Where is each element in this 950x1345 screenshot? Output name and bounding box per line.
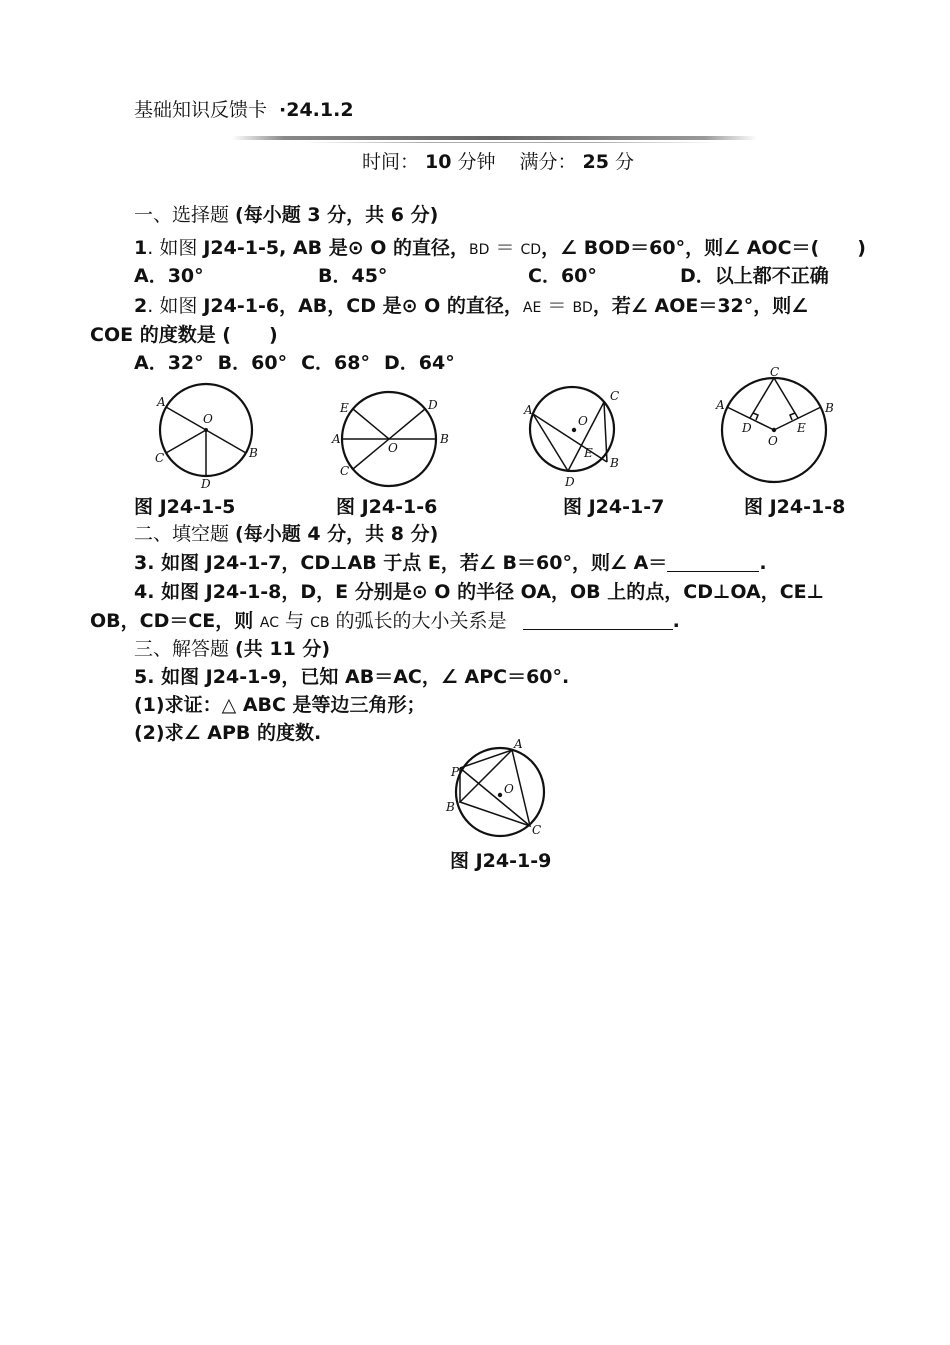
card-title: 基础知识反馈卡 ·24.1.2 [134,99,354,121]
chord-ab [533,414,607,462]
q1-option-c: C．60° [528,265,597,287]
caption-j24-1-8: 图 J24-1-8 [744,496,846,518]
q1-option-b: B．45° [318,265,388,287]
radius-oc [166,430,206,453]
label-c: C [340,464,350,478]
label-o: O [578,414,588,428]
label-a: A [524,403,533,417]
label-o: O [504,782,514,796]
chord-ad [533,414,568,471]
label-d: D [565,475,575,489]
arc-cd: CD [520,242,542,258]
q1-option-a: A．30° [134,265,204,287]
arc-cb: CB [310,615,330,631]
label-d: D [201,477,211,491]
q2-options: A．32° B．60° C．68° D．64° [134,352,455,374]
figure-j24-1-5 [155,384,258,491]
label-c: C [532,823,542,837]
caption-j24-1-9: 图 J24-1-9 [450,850,552,872]
figures-row [0,362,950,492]
label-e: E [340,401,349,415]
caption-j24-1-6: 图 J24-1-6 [336,496,438,518]
q4-stem: 4. 如图 J24-1-8，D，E 分别是⊙ O 的半径 OA，OB 上的点，CD⊥OA，CE⊥ [134,581,824,603]
center-point [498,793,502,797]
header-divider-thin [300,142,720,143]
q3-answer-blank[interactable] [667,553,759,572]
figure-j24-1-9 [430,735,560,845]
caption-j24-1-7: 图 J24-1-7 [563,496,665,518]
q5-part1: (1)求证：△ ABC 是等边三角形； [134,694,426,716]
section-number: ·24.1.2 [279,99,354,121]
label-d: D [428,398,438,412]
label-b: B [440,432,449,446]
label-b: B [249,446,258,460]
label-c: C [770,365,780,379]
section3-title: 三、解答题 (共 11 分) [134,638,331,660]
arc-ac: AC [259,615,279,631]
radius-oe [353,409,389,439]
q5-stem: 5. 如图 J24-1-9，已知 AB＝AC，∠ APC＝60°. [134,666,570,688]
q1-option-d: D．以上都不正确 [680,265,829,287]
section1-title: 一、选择题 (每小题 3 分，共 6 分) [134,204,439,226]
right-angle-e [790,413,795,420]
figure-j24-1-7 [523,387,619,489]
q4-stem-line2: OB，CD＝CE，则 AC 与 CB 的弧长的大小关系是 . [90,610,680,632]
label-b: B [446,800,455,814]
header-divider [232,136,757,140]
label-b: B [825,401,834,415]
arc-ae: AE [522,300,542,316]
q3-stem: 3. 如图 J24-1-7，CD⊥AB 于点 E，若∠ B＝60°，则∠ A＝ . [134,552,767,574]
label-a: A [332,432,341,446]
label-o: O [768,434,778,448]
q4-answer-blank[interactable] [523,611,673,630]
figure-j24-1-8 [715,365,834,482]
label-c: C [155,451,165,465]
label-p: P [451,765,460,779]
q2-stem: 2. 如图 J24-1-6，AB，CD 是⊙ O 的直径，AE ＝ BD，若∠ AOE＝32°，则∠ [134,295,809,317]
label-c: C [610,389,620,403]
arc-bd: BD [469,242,490,258]
q1-stem: 1. 如图 J24-1-5, AB 是⊙ O 的直径，BD ＝ CD，∠ BOD＝60°，则∠ AOC＝( ) [134,237,866,259]
caption-j24-1-5: 图 J24-1-5 [134,496,236,518]
label-o: O [203,412,213,426]
segment-pa [460,750,512,768]
center-point [204,428,208,432]
right-angle-d [753,413,758,420]
label-d: D [742,421,752,435]
label-a: A [514,737,523,751]
label-o: O [388,441,398,455]
label-a: A [716,398,725,412]
center-point [772,428,776,432]
section2-title: 二、填空题 (每小题 4 分，共 8 分) [134,523,439,545]
figure-j24-1-6 [331,392,449,486]
label-a: A [157,395,166,409]
segment-cd [750,378,774,418]
triangle-abc [460,750,530,826]
label-e: E [584,446,593,460]
center-point [572,428,576,432]
q5-part2: (2)求∠ APB 的度数. [134,722,322,744]
label-b: B [610,456,619,470]
segment-ce [774,378,798,418]
label-e: E [797,421,806,435]
arc-bd: BD [572,300,593,316]
q2-stem-line2: COE 的度数是 ( ) [90,324,278,346]
timing-line: 时间： 10 分钟 满分： 25 分 [362,151,634,173]
segment-pc [460,768,530,826]
